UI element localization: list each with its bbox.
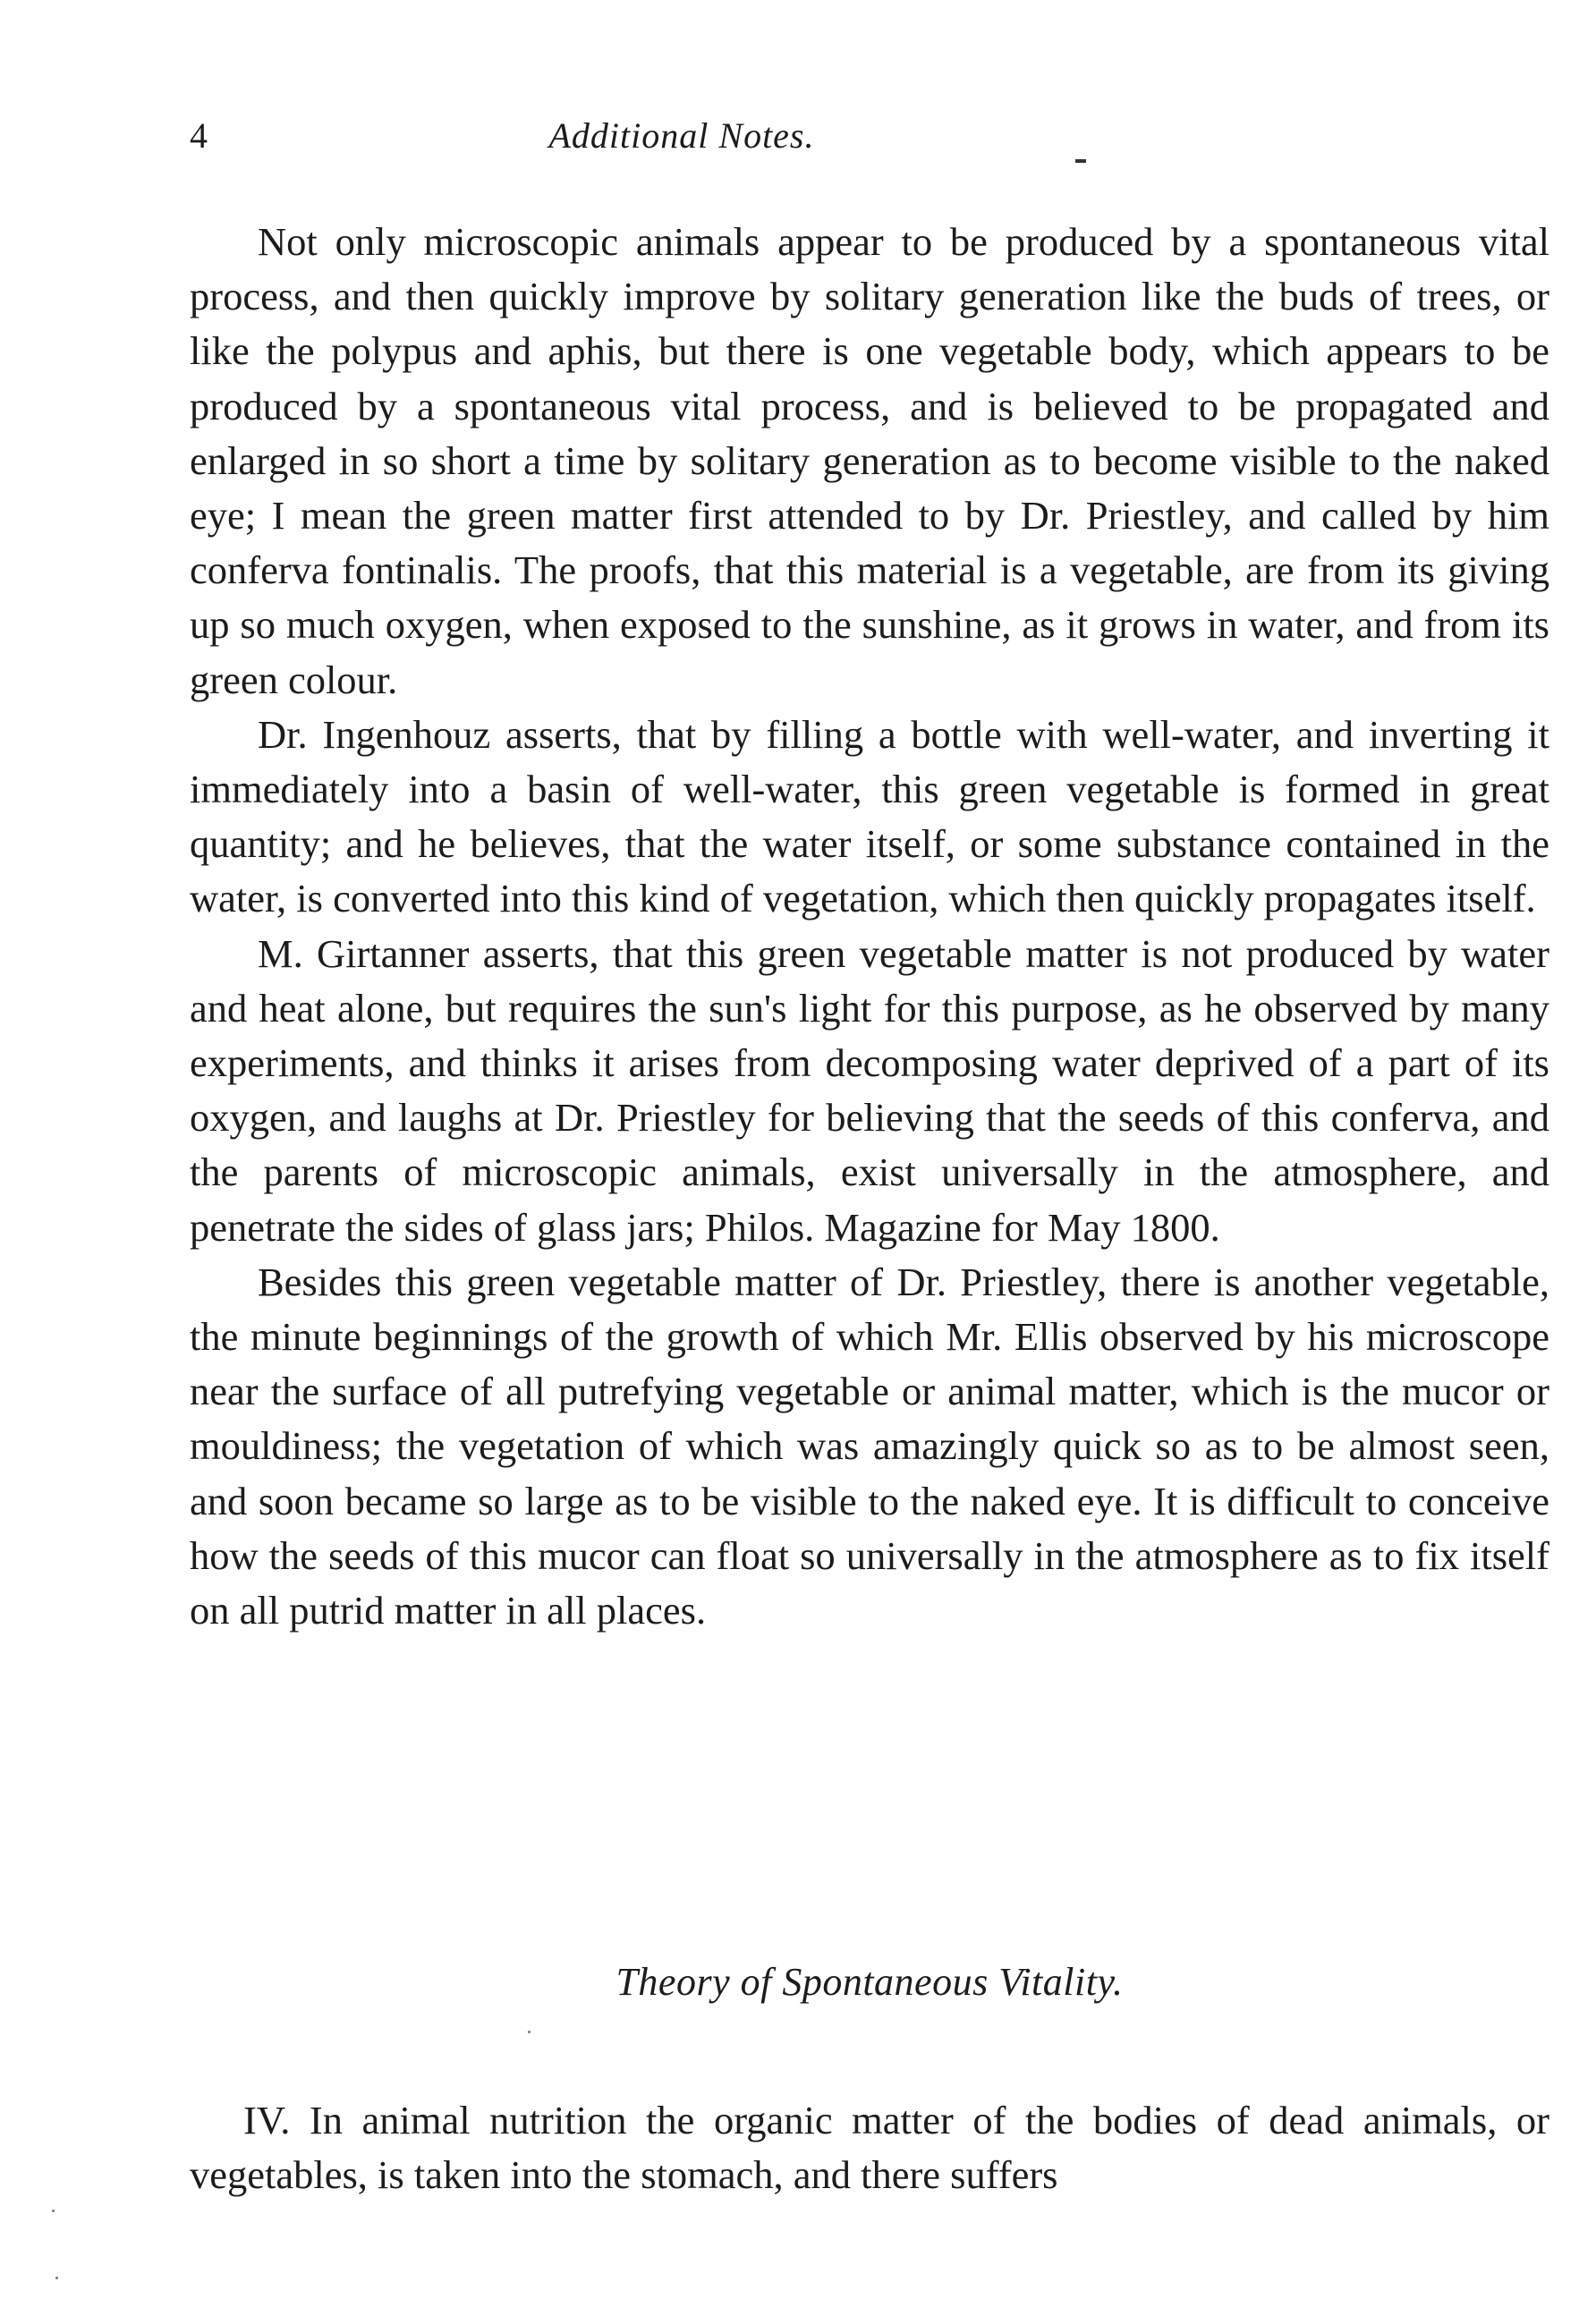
running-title: Additional Notes. [548, 115, 815, 156]
page-header [190, 115, 1549, 168]
ink-speck [55, 2277, 58, 2279]
ink-speck [528, 2031, 531, 2033]
paragraph: IV. In animal nutrition the organic matter of the bodies of dead animals, or vegetables, is taken into the stomach, and there suffers [190, 2098, 1549, 2198]
paragraph: Dr. Ingenhouz asserts, that by filling a bottle with well-water, and inverting it immediately into a basin of well-water, this green vegetable is formed in great quantity; and he believes, that the water itself, or some substance contained in the water, is converted into this kind of vegetation, which then quickly propagates itself. [190, 711, 1549, 921]
paragraph: Besides this green vegetable matter of Dr. Priestley, there is another vegetable, the minute beginnings of the growth of which Mr. Ellis observed by his microscope near the surface of all putrefying vegetable or animal matter, which is the mucor or mouldiness; the vegetation of which was amazingly quick so as to be almost seen, and soon became so large as to be visible to the naked eye. It is difficult to conceive how the seeds of this mucor can float so universally in the atmosphere as to fix itself on all putrid matter in all places. [190, 1259, 1549, 1633]
paragraph: M. Girtanner asserts, that this green vegetable matter is not produced by water and heat alone, but requires the sun's light for this purpose, as he observed by many experiments, and thinks it arises from decomposing water deprived of a part of its oxygen, and laughs at Dr. Priestley for believing that the seeds of this conferva, and the parents of microscopic animals, exist universally in the atmosphere, and penetrate the sides of glass jars; Philos. Magazine for May 1800. [190, 930, 1549, 1250]
page-number: 4 [190, 115, 208, 156]
ink-speck [52, 2210, 55, 2212]
main-text [190, 215, 1549, 1638]
section-text [190, 2093, 1549, 2202]
printer-mark [1075, 159, 1086, 163]
section-heading: Theory of Spontaneous Vitality. [615, 1960, 1124, 2004]
paragraph: Not only microscopic animals appear to be produced by a spontaneous vital process, and then quickly improve by solitary generation like the buds of trees, or like the polypus and aphis, but there is one vegetable body, which appears to be produced by a spontaneous vital process, and is believed to be propagated and enlarged in so short a time by solitary generation as to become visible to the naked eye; I mean the green matter first attended to by Dr. Priestley, and called by him conferva fontinalis. The proofs, that this material is a vegetable, are from its giving up so much oxygen, when exposed to the sunshine, as it grows in water, and from its green colour. [190, 219, 1549, 702]
